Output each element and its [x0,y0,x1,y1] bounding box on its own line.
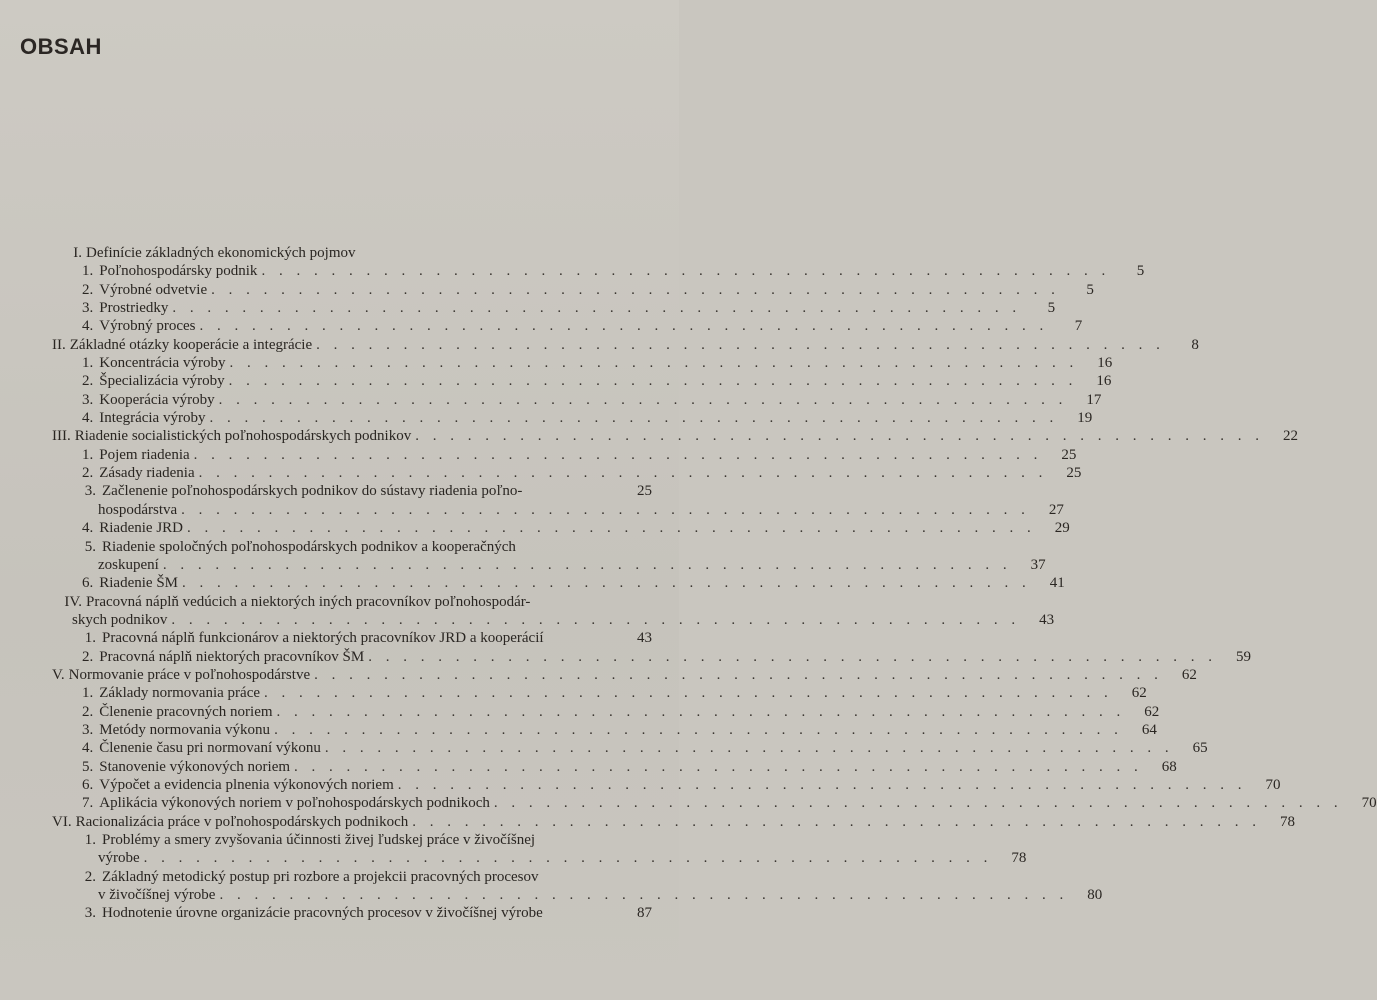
toc-entry-title: Výrobný proces [99,318,196,335]
toc-entry-page-number: 17 [1086,391,1102,408]
toc-entry-page-number: 62 [1144,703,1160,720]
toc-entry [52,409,1093,427]
dot-leader: . . . . . . . . . . . . . . . . . . . . . . . . . . . . . . . . . . . . . . . . . . . . . . . . . [415,428,1264,445]
dot-leader: . . . . . . . . . . . . . . . . . . . . . . . . . . . . . . . . . . . . . . . . . . . . . . . . . [397,776,1247,793]
toc-entry-page-number: 70 [1265,776,1281,793]
toc-entry-title: Základy normovania práce [99,685,261,702]
toc-entry-page-number: 62 [1181,666,1197,683]
toc-entry-title: Racionalizácia práce v poľnohospodárskych podnikoch [75,813,409,830]
toc-entry-number: 6. [82,776,94,793]
toc-entry-page-number: 37 [1030,556,1046,573]
toc-entry [52,244,652,262]
toc-entry-title: Normovanie práce v poľnohospodárstve [68,666,311,683]
toc-entry-number: 1. [82,263,94,280]
toc-entry-page-number: 25 [1061,446,1077,463]
toc-entry-title: Kooperácia výroby [99,391,215,408]
toc-entry [52,886,1103,904]
toc-entry [52,427,1298,445]
toc-entry-number: 6. [82,575,94,592]
toc-entry-page-number: 29 [1054,520,1070,537]
toc-entry-title: Riadenie socialistických poľnohospodárskych podnikov [74,428,412,445]
toc-entry-title: Základné otázky kooperácie a integrácie [69,336,313,353]
contents-heading: OBSAH [20,34,102,59]
toc-entry [52,538,652,556]
toc-entry-title: Riadenie JRD [99,520,183,537]
toc-entry-page-number: 78 [1279,813,1295,830]
toc-entry [52,794,1377,812]
toc-entry [52,391,1102,409]
toc-entry-title: v živočíšnej výrobe [98,887,216,904]
toc-entry-page-number: 25 [1066,465,1082,482]
dot-leader: . . . . . . . . . . . . . . . . . . . . . . . . . . . . . . . . . . . . . . . . . . . . . . . . . [171,611,1021,628]
toc-entry-title: Pracovná náplň niektorých pracovníkov ŠM [99,648,365,665]
toc-entry-page-number: 78 [1011,850,1027,867]
dot-leader: . . . . . . . . . . . . . . . . . . . . . . . . . . . . . . . . . . . . . . . . . . . . . . . . . [276,703,1126,720]
toc-entry-page-number: 27 [1048,501,1064,518]
dot-leader: . . . . . . . . . . . . . . . . . . . . . . . . . . . . . . . . . . . . . . . . . . . . . . . . . [199,318,1049,335]
toc-entry-page-number: 43 [637,630,652,647]
toc-entry [52,299,1056,317]
toc-entry-page-number: 19 [1077,410,1093,427]
toc-entry-title: hospodárstva [98,501,178,518]
toc-entry-page-number: 43 [1039,611,1055,628]
dot-leader: . . . . . . . . . . . . . . . . . . . . . . . . . . . . . . . . . . . . . . . . . . . . . . . . . [228,373,1078,390]
dot-leader: . . . . . . . . . . . . . . . . . . . . . . . . . . . . . . . . . . . . . . . . . . . . . . . . . [229,355,1079,372]
toc-entry [52,904,652,922]
dot-leader: . . . . . . . . . . . . . . . . . . . . . . . . . . . . . . . . . . . . . . . . . . . . . . . . . [162,556,1012,573]
toc-entry-number: 1. [82,685,94,702]
toc-entry-title: Stanovenie výkonových noriem [99,758,291,775]
toc-entry-title: Integrácia výroby [99,410,206,427]
toc-entry-number: 4. [82,740,94,757]
toc-entry [52,758,1177,776]
toc-entry-title: skych podnikov [72,611,168,628]
toc-entry-number: 2. [82,373,94,390]
dot-leader: . . . . . . . . . . . . . . . . . . . . . . . . . . . . . . . . . . . . . . . . . . . . . . . . . [412,813,1261,830]
toc-entry-page-number: 7 [1074,318,1083,335]
toc-entry-page-number: 5 [1086,281,1094,298]
toc-entry [52,501,1064,519]
toc-entry [52,574,1065,592]
toc-entry-number: 1. [84,630,96,647]
dot-leader: . . . . . . . . . . . . . . . . . . . . . . . . . . . . . . . . . . . . . . . . . . . . . . . . . [211,281,1060,298]
dot-leader: . . . . . . . . . . . . . . . . . . . . . . . . . . . . . . . . . . . . . . . . . . . . . . . . . [172,300,1022,317]
toc-entry-number: II. [52,336,66,353]
toc-entry [52,648,1251,666]
toc-entry-number: 4. [82,318,94,335]
toc-entry-title: Riadenie ŠM [99,575,178,592]
toc-entry-number: 1. [82,355,94,372]
toc-entry-page-number: 25 [637,483,652,500]
toc-entry-number: 2. [82,465,94,482]
dot-leader: . . . . . . . . . . . . . . . . . . . . . . . . . . . . . . . . . . . . . . . . . . . . . . . . . [316,336,1165,353]
dot-leader: . . . . . . . . . . . . . . . . . . . . . . . . . . . . . . . . . . . . . . . . . . . . . . . . . [314,666,1163,683]
toc-entry-number: 3. [82,721,94,738]
toc-entry-page-number: 16 [1096,373,1112,390]
dot-leader: . . . . . . . . . . . . . . . . . . . . . . . . . . . . . . . . . . . . . . . . . . . . . . . . . [294,758,1143,775]
toc-entry-title: zoskupení [98,556,159,573]
toc-entry-number: 1. [84,832,96,848]
toc-entry-title: Hodnotenie úrovne organizácie pracovných procesov v živočíšnej výrobe [102,905,543,922]
toc-entry-page-number: 59 [1235,648,1251,665]
toc-entry-number: 3. [82,391,94,408]
toc-entry-number: 3. [82,300,94,317]
toc-entry-number: VI. [52,813,72,830]
dot-leader: . . . . . . . . . . . . . . . . . . . . . . . . . . . . . . . . . . . . . . . . . . . . . . . . . [209,410,1059,427]
toc-entry-page-number: 22 [1282,428,1298,445]
toc-entry [52,739,1208,757]
toc-entry [52,317,1083,335]
toc-entry [52,611,1055,629]
dot-leader: . . . . . . . . . . . . . . . . . . . . . . . . . . . . . . . . . . . . . . . . . . . . . . . . . [218,391,1068,408]
toc-entry-page-number: 16 [1097,355,1113,372]
toc-entry-title: Metódy normovania výkonu [99,721,271,738]
dot-leader: . . . . . . . . . . . . . . . . . . . . . . . . . . . . . . . . . . . . . . . . . . . . . . . . . [198,465,1048,482]
toc-entry [52,372,1112,390]
toc-entry-title: Základný metodický postup pri rozbore a projekcii pracovných procesov [102,868,539,885]
toc-entry [52,684,1147,702]
toc-entry-title: Špecializácia výroby [99,373,225,390]
toc-entry [52,629,652,647]
toc-entry [52,262,1145,280]
toc-entry [52,464,1082,482]
toc-entry-number: 4. [82,410,94,427]
toc-entry-title: Riadenie spoločných poľnohospodárskych podnikov a kooperačných [102,538,516,555]
toc-entry-number: 5. [82,758,94,775]
toc-entry [52,556,1046,574]
toc-entry-page-number: 5 [1047,300,1056,317]
dot-leader: . . . . . . . . . . . . . . . . . . . . . . . . . . . . . . . . . . . . . . . . . . . . . . . . . [368,648,1217,665]
dot-leader: . . . . . . . . . . . . . . . . . . . . . . . . . . . . . . . . . . . . . . . . . . . . . . . . . [261,263,1111,280]
dot-leader: . . . . . . . . . . . . . . . . . . . . . . . . . . . . . . . . . . . . . . . . . . . . . . . . . [324,740,1174,757]
toc-entry-title: Pojem riadenia [99,446,190,463]
toc-entry [52,482,652,500]
toc-entry-title: Definície základných ekonomických pojmov [86,245,356,261]
toc-entry [52,868,652,886]
toc-entry-page-number: 5 [1136,263,1145,280]
dot-leader: . . . . . . . . . . . . . . . . . . . . . . . . . . . . . . . . . . . . . . . . . . . . . . . . . [274,721,1123,738]
toc-entry-number: 2. [82,703,94,720]
toc-entry-page-number: 80 [1087,887,1103,904]
toc-entry-number: III. [52,428,71,445]
toc-entry-number: V. [52,666,65,683]
dot-leader: . . . . . . . . . . . . . . . . . . . . . . . . . . . . . . . . . . . . . . . . . . . . . . . . . [219,887,1069,904]
toc-entry-title: Poľnohospodársky podnik [99,263,258,280]
toc-entry-number: IV. [64,593,82,610]
toc-entry [52,776,1281,794]
toc-entry-title: Členenie času pri normovaní výkonu [99,740,321,757]
toc-entry-title: Zásady riadenia [99,465,195,482]
toc-entry-title: Pracovná náplň funkcionárov a niektorých pracovníkov JRD a kooperácií [102,630,544,647]
dot-leader: . . . . . . . . . . . . . . . . . . . . . . . . . . . . . . . . . . . . . . . . . . . . . . . . . [264,685,1113,702]
toc-entry-title: výrobe [98,850,140,867]
table-of-contents [52,244,1377,923]
toc-entry-page-number: 68 [1161,758,1177,775]
toc-entry [52,593,652,611]
toc-entry [52,281,1094,299]
toc-entry-number: 2. [84,868,96,885]
toc-entry-number: 4. [82,520,94,537]
toc-entry-page-number: 65 [1192,740,1208,757]
toc-entry [52,666,1197,684]
dot-leader: . . . . . . . . . . . . . . . . . . . . . . . . . . . . . . . . . . . . . . . . . . . . . . . . . [193,446,1043,463]
dot-leader: . . . . . . . . . . . . . . . . . . . . . . . . . . . . . . . . . . . . . . . . . . . . . . . . . [181,501,1030,518]
toc-entry-number: 1. [82,446,94,463]
toc-entry [52,813,1295,831]
toc-entry-title: Aplikácia výkonových noriem v poľnohospodárskych podnikoch [99,795,490,812]
toc-entry-title: Výrobné odvetvie [99,281,208,298]
toc-entry [52,519,1070,537]
dot-leader: . . . . . . . . . . . . . . . . . . . . . . . . . . . . . . . . . . . . . . . . . . . . . . . . . [187,520,1036,537]
toc-entry-title: Problémy a smery zvyšovania účinnosti živej ľudskej práce v živočíšnej [102,832,536,848]
toc-entry [52,721,1157,739]
toc-entry-title: Pracovná náplň vedúcich a niektorých iných pracovníkov poľnohospodár- [86,593,531,610]
toc-entry-number: 3. [84,483,96,500]
toc-entry-number: 3. [84,905,96,922]
toc-entry-title: Členenie pracovných noriem [99,703,273,720]
toc-entry [52,849,1027,867]
toc-entry [52,703,1160,721]
toc-entry-page-number: 62 [1131,685,1147,702]
toc-entry-number: I. [73,245,82,261]
toc-entry-page-number: 41 [1049,575,1065,592]
toc-entry [52,354,1113,372]
toc-entry-number: 2. [82,648,94,665]
toc-entry-page-number: 64 [1141,721,1157,738]
toc-entry-number: 7. [82,795,94,812]
toc-entry-title: Prostriedky [99,300,169,317]
dot-leader: . . . . . . . . . . . . . . . . . . . . . . . . . . . . . . . . . . . . . . . . . . . . . . . . . [493,795,1343,812]
toc-entry-title: Začlenenie poľnohospodárskych podnikov do sústavy riadenia poľno- [102,483,523,500]
toc-entry-number: 5. [84,538,96,555]
toc-entry [52,446,1077,464]
dot-leader: . . . . . . . . . . . . . . . . . . . . . . . . . . . . . . . . . . . . . . . . . . . . . . . . . [182,575,1031,592]
dot-leader: . . . . . . . . . . . . . . . . . . . . . . . . . . . . . . . . . . . . . . . . . . . . . . . . . [143,850,993,867]
toc-entry-page-number: 70 [1361,795,1377,812]
toc-entry [52,831,652,849]
toc-entry [52,336,1199,354]
toc-entry-title: Koncentrácia výroby [99,355,226,372]
toc-entry-number: 2. [82,281,94,298]
toc-entry-title: Výpočet a evidencia plnenia výkonových noriem [99,776,394,793]
toc-entry-page-number: 8 [1191,336,1199,353]
toc-entry-page-number: 87 [637,905,652,922]
